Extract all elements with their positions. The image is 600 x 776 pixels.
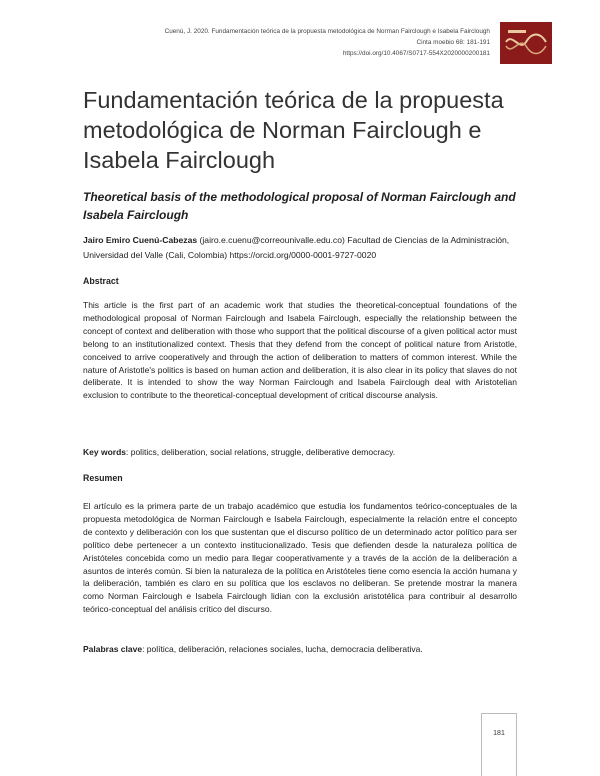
header-citation: Cuenú, J. 2020. Fundamentación teórica de la propuesta metodológica de Norman Fairclough e Isabela Fairclough — [164, 28, 490, 35]
keywords-label: Key words — [83, 447, 126, 457]
article-subtitle: Theoretical basis of the methodological proposal of Norman Fairclough and Isabela Fairclough — [83, 190, 516, 222]
article-title: Fundamentación teórica de la propuesta metodológica de Norman Fairclough e Isabela Fairclough — [83, 87, 504, 173]
journal-logo-icon — [500, 22, 552, 64]
resumen-text: El artículo es la primera parte de un trabajo académico que estudia los fundamentos teórico-conceptuales de la propuesta metodológica de Norman Fairclough e Isabela Fairclough, especialmente la relación entre el concepto de contexto y deliberación con los que sustentan que el discurso político de un determinado actor político para ser político debe pertenecer a un contexto institucionalizado. Tesis que defienden desde la naturaleza política de Aristóteles concebida como un medio para llegar cooperativamente y a través de la acción de la deliberación a asuntos de interés común. Si bien la naturaleza de la política en Aristóteles tiene como esencia la acción humana y la deliberación, también es claro en su política que los esclavos no deliberan. Se pretende mostrar la manera como Norman Fairclough e Isabela Fairclough lidian con la exclusión aristotélica para contribuir al desarrollo teórico-conceptual del análisis crítico del discurso. — [83, 501, 517, 615]
palabras-clave-list: : política, deliberación, relaciones sociales, lucha, democracia deliberativa. — [142, 644, 423, 654]
author-name: Jairo Emiro Cuenú-Cabezas — [83, 235, 198, 245]
abstract-text: This article is the first part of an academic work that studies the theoretical-conceptual foundations of the methodological proposal of Norman Fairclough and Isabela Fairclough, especially the relationship between the concept of context and deliberation with those who support that the political discourse of a given political actor must belong to an institutionalized context. Thesis that they defend from the concept of political nature from Aristotle, conceived to arrive cooperatively and through the action of deliberation to matters of common interest. While the nature of Aristotle's politics is based on human action and deliberation, it is also clear in its policy that slaves do not deliberate. It is intended to show the way Norman Fairclough and Isabela Fairclough deal with Aristotelian exclusion to contribute to the theoretical-conceptual development of critical discourse analysis. — [83, 300, 517, 401]
page-number-box — [481, 713, 517, 776]
keywords-list: : politics, deliberation, social relations, struggle, deliberative democracy. — [126, 447, 396, 457]
page-number: 181 — [493, 730, 505, 737]
header-doi[interactable]: https://doi.org/10.4067/S0717-554X2020000200181 — [342, 50, 490, 57]
resumen-keywords — [83, 643, 517, 656]
header-journal: Cinta moebio 68: 181-191 — [416, 39, 490, 46]
abstract-heading: Abstract — [83, 276, 119, 286]
author-block — [83, 233, 523, 263]
abstract-keywords — [83, 446, 517, 459]
author-details: (jairo.e.cuenu@correounivalle.edu.co) Facultad de Ciencias de la Administración, Universidad del Valle (Cali, Colombia) https://orcid.org/0000-0001-9727-0020 — [83, 235, 510, 260]
palabras-clave-label: Palabras clave — [83, 644, 143, 654]
resumen-heading: Resumen — [83, 473, 123, 483]
running-header — [90, 26, 490, 59]
